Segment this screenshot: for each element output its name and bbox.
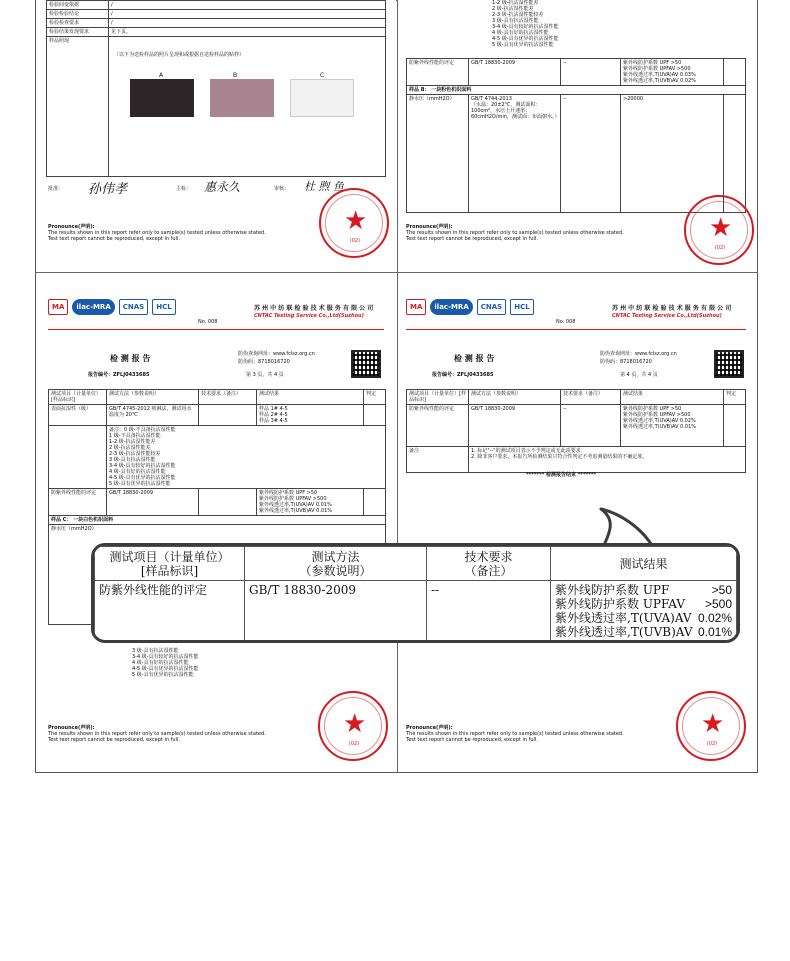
col-header: 测试项目（计量单位）[样品标识] — [49, 390, 107, 405]
grade-line: 2-3 级-抗沾湿性能较差 — [109, 451, 161, 457]
grade-line: 4-5 级-具有优异的抗沾湿性能 — [132, 666, 199, 672]
company-name-cn: 苏 州 中 纺 联 检 验 技 术 服 务 有 限 公 司 — [612, 305, 732, 312]
checker-label: 审核： — [274, 186, 290, 192]
col-header: 技术要求（备注） — [561, 390, 621, 405]
wet-result-line: 样品 1# 4-5 — [259, 406, 288, 412]
result-value: 0.02% — [697, 611, 732, 625]
website: 防伪查询网址：www.fclsz.org.cn — [238, 351, 315, 357]
pronounce-line: The results shown in this report refer only to sample(s) tested unless otherwise stated. — [48, 230, 266, 236]
seal-number: (02) — [706, 741, 718, 747]
callout-header: 测试方法 — [311, 549, 360, 564]
callout-header: [样品标识] — [140, 563, 199, 578]
company-name-en: CNTAC Testing Service Co.,Ltd(Suzhou) — [612, 313, 722, 319]
ilac-logo-icon: ilac-MRA — [430, 299, 472, 315]
pronounce-title: Pronounce(声明): — [406, 224, 453, 230]
uv-result-line: 紫外线透过率,T(UVA)AV 0.03% — [623, 72, 696, 78]
callout-result-row — [555, 583, 732, 597]
pronounce-line: The results shown in this report refer only to sample(s) tested unless otherwise stated. — [406, 230, 624, 236]
grade-line: 备注：0 级-不具备抗沾湿性能 — [109, 427, 176, 433]
row-label: 检验检查要求 — [47, 19, 109, 28]
callout-method: GB/T 18830-2009 — [245, 581, 427, 642]
report-page-top-left — [36, 0, 396, 272]
grade-line: 4-5 级-具有优异的抗沾湿性能 — [109, 475, 176, 481]
red-seal-stamp — [318, 691, 388, 761]
seal-number: (02) — [714, 245, 726, 251]
pronounce-line: Test text report cannot be reproduced, except in full. — [48, 236, 180, 242]
col-header: 测试方法（参数说明） — [469, 390, 561, 405]
red-seal-stamp — [676, 691, 746, 761]
swatch-label-c: C — [320, 72, 325, 79]
sample-label: 样品照现 — [47, 37, 109, 177]
wet-item: 表面抗湿性（级） — [49, 405, 107, 426]
uv-result-line: 紫外线透过率,T(UVA)AV 0.02% — [623, 418, 696, 424]
uv-item: 防紫外线性能的评定 — [407, 59, 469, 86]
callout-header: 测试项目（计量单位） — [109, 549, 230, 564]
uv-item: 防紫外线性能的评定 — [407, 405, 469, 447]
wet-method: GB/T 4745-2012 喷淋法，测试用水温度为 20℃ — [107, 405, 199, 426]
swatch-label-b: B — [233, 72, 238, 79]
uv-result-line: 紫外线防护系数 UPF >50 — [623, 406, 682, 412]
water-req: -- — [561, 95, 621, 213]
sample-b-row: 样品 B： 一块粉色机织面料 — [407, 86, 746, 95]
wet-results — [257, 405, 364, 426]
uv-results — [621, 59, 724, 86]
water-method: GB/T 4744-2013 — [471, 96, 512, 102]
fabric-swatch-c — [290, 79, 354, 117]
water-method-cell — [469, 95, 561, 213]
result-label: 紫外线透过率,T(UVA)AV — [555, 611, 692, 625]
company-name-cn: 苏 州 中 纺 联 检 验 技 术 服 务 有 限 公 司 — [254, 305, 374, 312]
col-header: 测试结果 — [621, 390, 724, 405]
grade-line: 3-4 级-具有较好的抗沾湿性能 — [109, 463, 176, 469]
report-page-top-right — [398, 0, 757, 272]
uv-judge — [364, 489, 386, 516]
pronounce-block — [406, 224, 624, 242]
pronounce-line: The results shown in this report refer only to sample(s) tested unless otherwise stated. — [406, 731, 624, 737]
grade-line: 3 级-具有抗沾湿性能 — [109, 457, 156, 463]
grade-line: 4 级-具有好的抗沾湿性能 — [109, 469, 166, 475]
signature-checker: 杜 煦 鱼 — [304, 180, 344, 193]
pronounce-line: The results shown in this report refer only to sample(s) tested unless otherwise stated. — [48, 731, 266, 737]
col-header: 技术要求（备注） — [199, 390, 257, 405]
grade-line: 1-2 级-抗沾湿性能差 — [109, 439, 156, 445]
seal-star-icon: ★ — [343, 709, 367, 739]
sample-c-row: 样品 C： 一块白色机织面料 — [49, 516, 386, 525]
result-value: >500 — [704, 597, 732, 611]
callout-header: 技术要求 — [464, 549, 513, 564]
report-end-line: ******* 检测报告结束 ******* — [526, 472, 597, 478]
callout-header: 测试结果 — [619, 556, 668, 571]
water-result: >20000 — [621, 95, 724, 213]
row-label: 检验检验结论 — [47, 10, 109, 19]
uv-results — [621, 405, 724, 447]
grade-line: 3 级-具有抗沾湿性能 — [132, 648, 179, 654]
water-item: 静水压（mmH2O） — [407, 95, 469, 213]
row-label: 检验间变依据 — [47, 1, 109, 10]
accreditation-logos — [48, 299, 176, 315]
result-value: >50 — [711, 583, 732, 597]
grade-line: 5 级-具有优异的抗沾湿性能 — [109, 481, 171, 487]
uv-method: GB/T 18830-2009 — [469, 59, 561, 86]
report-no-line — [432, 372, 493, 378]
header-rule — [406, 329, 746, 330]
hcl-logo-icon: HCL — [510, 299, 533, 315]
uv-result-line: 紫外线透过率,T(UVB)AV 0.01% — [623, 424, 697, 430]
callout-col-req — [427, 547, 551, 581]
note-label: 备注 — [407, 447, 469, 473]
wet-result-line: 样品 2# 4-5 — [259, 412, 288, 418]
header-rule — [48, 329, 384, 330]
seal-number: (02) — [348, 741, 360, 747]
seal-star-icon: ★ — [709, 213, 733, 243]
callout-pointer-shape — [597, 505, 657, 547]
swatch-label-a: A — [159, 72, 164, 79]
note-line: 2. 除非客户要求，本报告所检测结果只符合性判定不考虑测量结果的不确定度。 — [471, 454, 648, 460]
magnified-result-callout — [91, 543, 740, 643]
row-value: / — [109, 10, 386, 19]
grade-line: 3 级-具有抗沾湿性能 — [492, 18, 539, 24]
uv-method: GB/T 18830-2009 — [469, 405, 561, 447]
wet-req — [199, 405, 257, 426]
row-value: / — [109, 19, 386, 28]
license-no: No. 008 — [556, 319, 576, 325]
note-line: 1. 标记"--"的测试项目表示不予判定或无此项要求。 — [471, 448, 586, 454]
vertical-divider — [397, 0, 398, 773]
water-judge — [724, 95, 746, 213]
page-indicator: 第 3 页，共 4 页 — [246, 372, 284, 378]
report-no: ZFLJ0433685 — [113, 372, 150, 378]
grade-line: 1 级-不具备抗沾湿性能 — [109, 433, 161, 439]
seal-star-icon: ★ — [701, 709, 725, 739]
uv-req: -- — [561, 405, 621, 447]
callout-pointer — [597, 505, 657, 547]
uv-item: 防紫外线性能的评定 — [49, 489, 107, 516]
ma-logo-icon: MA — [406, 299, 426, 315]
result-label: 紫外线防护系数 UPFAV — [555, 597, 686, 611]
sample-note: （以下为送检样品的照片呈现和或根据自送检样品的贴样） — [114, 52, 245, 58]
report-no: ZFLJ0433685 — [457, 372, 494, 378]
callout-header: （参数说明） — [299, 563, 372, 578]
callout-header: （备注） — [464, 563, 513, 578]
uv-results — [257, 489, 364, 516]
pronounce-block — [406, 725, 624, 743]
approver-label: 批准： — [48, 186, 64, 192]
callout-results — [551, 581, 737, 642]
callout-col-item — [95, 547, 245, 581]
uv-result-line: 紫外线防护系数 UPF >50 — [623, 60, 682, 66]
col-header: 测试方法（参数说明） — [107, 390, 199, 405]
cnas-logo-icon: CNAS — [119, 299, 148, 315]
uv-req: -- — [561, 59, 621, 86]
callout-col-result — [551, 547, 737, 581]
report-no-label: 报告编号： — [432, 372, 458, 378]
uv-method: GB/T 18830-2009 — [107, 489, 199, 516]
uv-judge — [724, 59, 746, 86]
license-no: No. 008 — [198, 319, 218, 325]
callout-table — [94, 546, 737, 642]
col-header: 判定 — [364, 390, 386, 405]
grade-line: 2-3 级-抗沾湿性能较差 — [492, 12, 544, 18]
result-label: 紫外线透过率,T(UVB)AV — [555, 625, 693, 639]
grade-line: 3-4 级-具有较好的抗沾湿性能 — [492, 24, 559, 30]
col-header: 测试结果 — [257, 390, 364, 405]
notes — [469, 447, 746, 473]
uv-result-line: 紫外线透过率,T(UVB)AV 0.02% — [623, 78, 697, 84]
seal-star-icon: ★ — [344, 206, 368, 236]
report-no-label: 报告编号： — [88, 372, 114, 378]
report-title: 检 测 报 告 — [454, 354, 495, 363]
grade-line: 1-2 级-抗沾湿性能差 — [492, 0, 539, 6]
auditor-label: 主检： — [176, 186, 192, 192]
report-no-line — [88, 372, 149, 378]
red-seal-stamp — [684, 195, 754, 265]
signature-approver: 孙伟孝 — [88, 182, 128, 197]
pronounce-line: Test text report cannot be reproduced, except in full. — [48, 737, 180, 743]
fabric-swatch-a — [130, 79, 194, 117]
uv-table — [406, 58, 746, 213]
row-value: 见下页。 — [109, 28, 386, 37]
water-item: 静水压（mmH2O） — [49, 525, 386, 625]
anti-counterfeit-code: 防伪码：8718016720 — [238, 359, 290, 365]
cnas-logo-icon: CNAS — [477, 299, 506, 315]
uv-result-line: 紫外线透过率,T(UVB)AV 0.01% — [259, 508, 333, 514]
pronounce-block — [48, 224, 266, 242]
fabric-swatch-b — [210, 79, 274, 117]
red-seal-stamp — [319, 188, 389, 258]
anti-counterfeit-code: 防伪码：8718016720 — [600, 359, 652, 365]
grade-lines-2 — [132, 648, 199, 678]
result-value: 0.01% — [697, 625, 732, 639]
callout-item: 防紫外线性能的评定 — [95, 581, 245, 642]
grade-line: 4 级-具有好的抗沾湿性能 — [492, 30, 549, 36]
pronounce-block — [48, 725, 266, 743]
wet-judge — [364, 405, 386, 426]
wet-result-line: 样品 3# 4-5 — [259, 418, 288, 424]
uv-result-line: 紫外线防护系数 UPFAV >500 — [623, 66, 691, 72]
callout-requirement: -- — [427, 581, 551, 642]
col-header: 判定 — [724, 390, 746, 405]
report-page-bottom-right — [398, 273, 757, 772]
uv-result-line: 紫外线防护系数 UPFAV >500 — [259, 496, 327, 502]
water-cond: （水温：20±2℃，测试面积：100cm²，水压上升速率：60cmH2O/min，测试面：布面朝水。） — [471, 102, 560, 120]
grade-line: 5 级-具有优异的抗沾湿性能 — [132, 672, 194, 678]
uv-req — [199, 489, 257, 516]
callout-col-method — [245, 547, 427, 581]
qr-code-icon — [351, 350, 381, 378]
report-title: 检 测 报 告 — [110, 354, 151, 363]
page-indicator: 第 4 页，共 4 页 — [620, 372, 658, 378]
grade-line: 3-4 级-具有较好的抗沾湿性能 — [132, 654, 199, 660]
qr-code-icon — [714, 350, 744, 378]
company-name-en: CNTAC Testing Service Co.,Ltd(Suzhou) — [254, 313, 364, 319]
uv-result-line: 紫外线防护系数 UPFAV >500 — [623, 412, 691, 418]
grade-line: 4-5 级-具有优异的抗沾湿性能 — [492, 36, 559, 42]
pronounce-title: Pronounce(声明): — [48, 224, 95, 230]
callout-result-row — [555, 611, 732, 625]
uv-result-line: 紫外线透过率,T(UVA)AV 0.01% — [259, 502, 332, 508]
row-value: / — [109, 1, 386, 10]
seal-number: (02) — [349, 238, 361, 244]
report-page-bottom-left — [36, 273, 396, 772]
uv-result-line: 紫外线防护系数 UPF >50 — [259, 490, 318, 496]
grade-line: 5 级-具有优异的抗沾湿性能 — [492, 42, 554, 48]
pronounce-title: Pronounce(声明): — [48, 725, 95, 731]
grade-line: 4 级-具有好的抗沾湿性能 — [132, 660, 189, 666]
grade-line: 2 级-抗沾湿性能差 — [492, 6, 534, 12]
row-label: 检验结果发现要求 — [47, 28, 109, 37]
website: 防伪查询网址：www.fclsz.org.cn — [600, 351, 677, 357]
test-table — [406, 389, 746, 473]
grade-notes — [107, 426, 386, 489]
signature-auditor: 惠永久 — [204, 180, 241, 194]
hcl-logo-icon: HCL — [152, 299, 175, 315]
ilac-logo-icon: ilac-MRA — [72, 299, 114, 315]
pronounce-line: Test text report cannot be reproduced, except in full. — [406, 737, 538, 743]
col-header: 测试项目（计量单位）[样品标识] — [407, 390, 469, 405]
accreditation-logos — [406, 299, 534, 315]
grade-line: 2 级-抗沾湿性能差 — [109, 445, 151, 451]
pronounce-title: Pronounce(声明): — [406, 725, 453, 731]
callout-result-row — [555, 597, 732, 611]
ma-logo-icon: MA — [48, 299, 68, 315]
result-label: 紫外线防护系数 UPF — [555, 583, 670, 597]
uv-judge — [724, 405, 746, 447]
horizontal-divider — [35, 272, 758, 273]
grade-spacer — [49, 426, 107, 489]
grade-lines — [492, 0, 559, 48]
pronounce-line: Test text report cannot be reproduced, except in full. — [406, 236, 538, 242]
callout-result-row — [555, 625, 732, 639]
